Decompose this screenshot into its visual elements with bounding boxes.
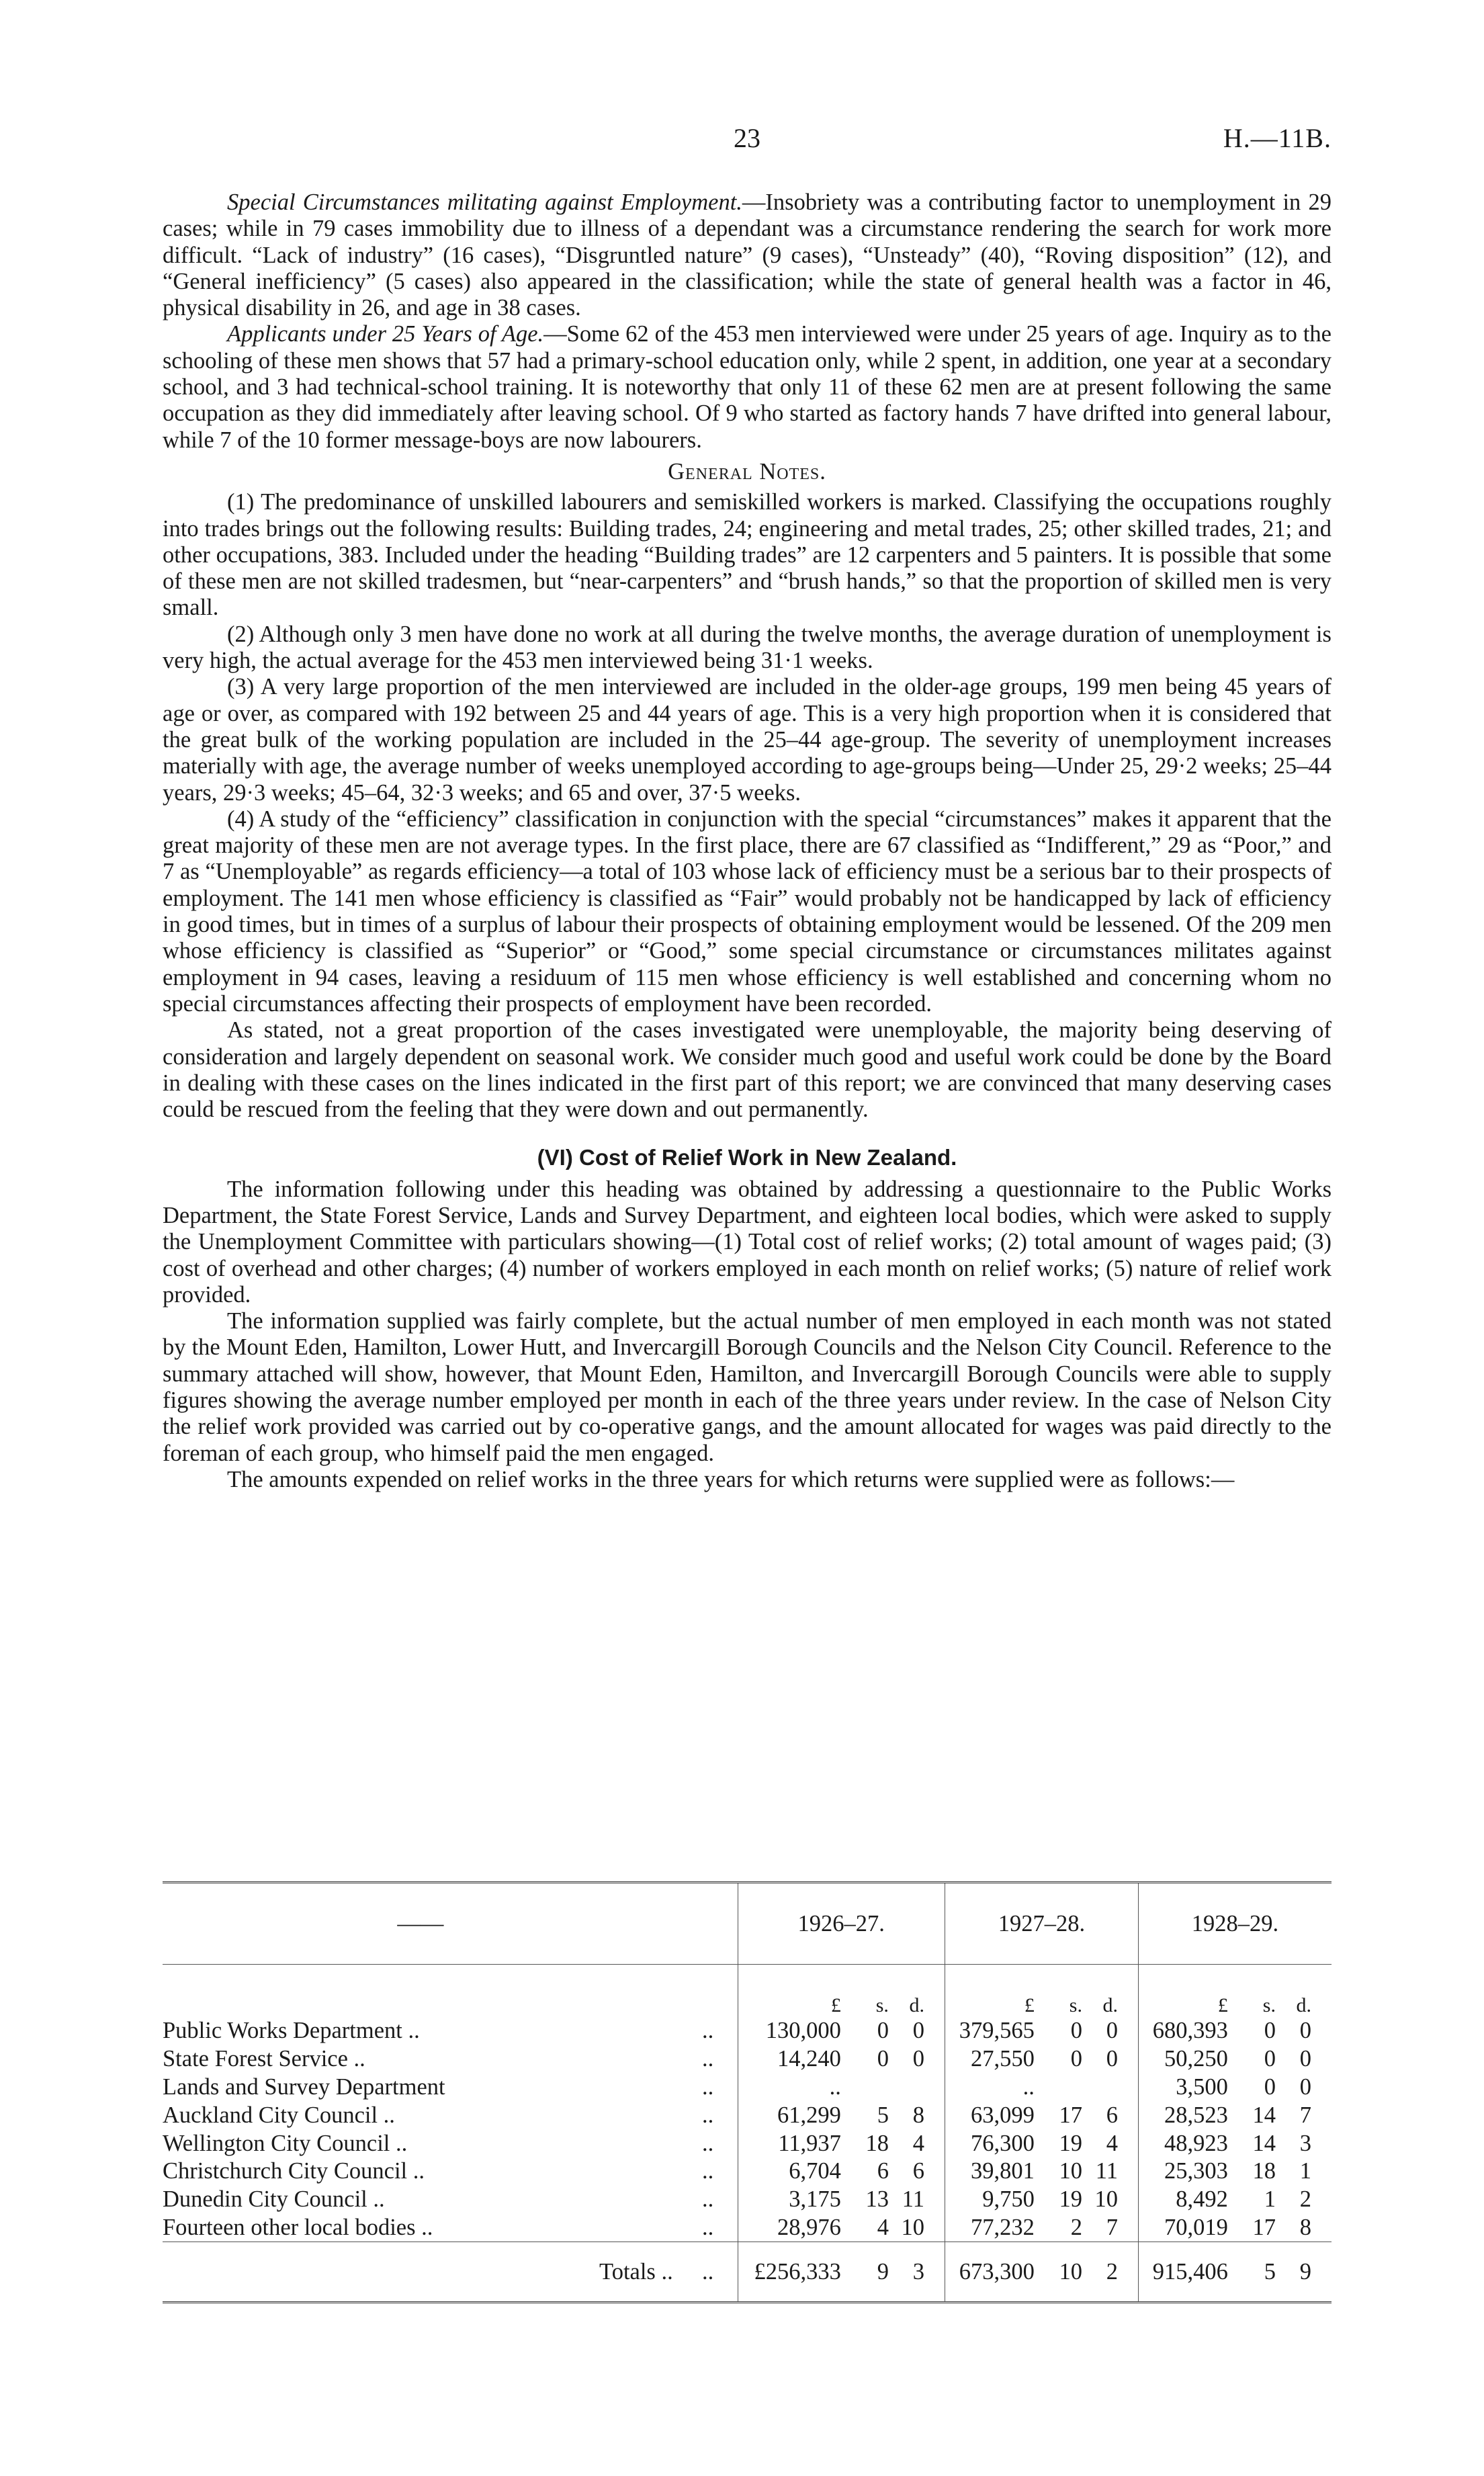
- pounds-cell: 61,299: [738, 2101, 841, 2129]
- table-row: State Forest Service .. .. 14,240 0 0 27,550 0 0 50,250 0 0: [163, 2045, 1332, 2074]
- pence-cell: 0: [1299, 2074, 1311, 2100]
- document-reference: H.—11B.: [1223, 123, 1332, 153]
- pence-cell: 8: [912, 2102, 924, 2128]
- shillings-cell: 14: [1252, 2130, 1276, 2156]
- totals-label: Totals ..: [163, 2242, 679, 2303]
- pounds-cell: 63,099: [945, 2101, 1034, 2129]
- note-4: (4) A study of the “efficiency” classification in conjunction with the special “circumstances” makes it apparent that the great majority of these men are not average types. In the first place, there are 67 classified as “Indifferent,” 29 as “Poor,” and 7 as “Unemployable” as regards efficiency—a total of 103 whose lack of efficiency must be a serious bar to their prospects of employment. The 141 men whose efficiency is classified as “Fair” would probably not be handicapped by lack of efficiency in good times, but in times of a surplus of labour their prospects of obtaining employment would be lessened. Of the 209 men whose efficiency is classified as “Superior” or “Good,” some special circumstance or circumstances militates against employment in 94 cases, leaving a residuum of 115 men whose efficiency is well established and concerning whom no special circumstances affecting their prospects of employment have been recorded.: [163, 806, 1332, 1017]
- row-label: Wellington City Council ..: [163, 2130, 408, 2156]
- shillings-cell: 10: [1059, 2158, 1082, 2184]
- paragraph-information: The information following under this heading was obtained by addressing a questionnaire to the Public Works Department, the State Forest Service, Lands and Survey Department, and eighteen local bodies, which were asked to supply the Unemployment Committee with particulars showing—(1) Total cost of relief works; (2) total amount of wages paid; (3) cost of overhead and other charges; (4) number of workers employed in each month on relief works; (5) nature of relief work provided.: [163, 1176, 1332, 1308]
- pounds-cell: 6,704: [738, 2158, 841, 2186]
- pence-cell: 1: [1299, 2158, 1311, 2184]
- pence-cell: 3: [1299, 2130, 1311, 2156]
- pence-cell: 4: [912, 2130, 924, 2156]
- pence-cell: 0: [1299, 2018, 1311, 2044]
- shillings-cell: 0: [877, 2046, 889, 2072]
- paragraph-information-supplied: The information supplied was fairly complete, but the actual number of men employed in each month was not stated by the Mount Eden, Hamilton, Lower Hutt, and Invercargill Borough Councils and the Nelson City Council. Reference to the summary attached will show, however, that Mount Eden, Hamilton, and Invercargill Borough Councils were able to supply figures showing the average number employed per month in each of the three years under review. In the case of Nelson City the relief work provided was carried out by co-operative gangs, and the amount allocated for wages was paid directly to the foreman of each group, who himself paid the men engaged.: [163, 1308, 1332, 1466]
- shillings-cell: 19: [1059, 2130, 1082, 2156]
- pounds-cell: 28,976: [738, 2214, 841, 2242]
- shillings-cell: 18: [865, 2130, 889, 2156]
- table-body: [163, 2017, 1332, 2242]
- row-label: State Forest Service ..: [163, 2046, 365, 2072]
- shillings-cell: [841, 2074, 889, 2102]
- shillings-cell: 6: [877, 2158, 889, 2184]
- shillings-cell: [1035, 2074, 1082, 2102]
- table-row: Wellington City Council .. .. 11,937 18 4 76,300 19 4 48,923 14 3: [163, 2129, 1332, 2158]
- paragraph-applicants-under-25: Applicants under 25 Years of Age.—Some 62 of the 453 men interviewed were under 25 years of age. Inquiry as to the schooling of these men shows that 57 had a primary-school education only, while 2 spent, in addition, one year at a secondary school, and 3 had technical-school training. It is noteworthy that only 11 of these 62 men are at present following the same occupation as they did immediately after leaving school. Of 9 who started as factory hands 7 have drifted into general labour, while 7 of the 10 former message-boys are now labourers.: [163, 321, 1332, 453]
- pence-cell: 0: [1106, 2018, 1118, 2044]
- shillings-cell: 0: [1070, 2018, 1082, 2044]
- pounds-cell: 3,500: [1138, 2074, 1227, 2102]
- relief-cost-table: [163, 1881, 1332, 2303]
- pence-cell: [1082, 2074, 1139, 2102]
- row-label: Fourteen other local bodies ..: [163, 2214, 433, 2240]
- shillings-cell: 19: [1059, 2186, 1082, 2213]
- shillings-cell: 4: [877, 2214, 889, 2240]
- shillings-cell: 17: [1059, 2102, 1082, 2128]
- run-in-heading: Applicants under 25 Years of Age.: [227, 321, 544, 347]
- shillings-cell: 0: [1264, 2046, 1276, 2072]
- shillings-cell: 0: [877, 2018, 889, 2044]
- note-1: (1) The predominance of unskilled labourers and semiskilled workers is marked. Classifying the occupations roughly into trades brings out the following results: Building trades, 24; engineering and metal trades, 25; other skilled trades, 21; and other occupations, 383. Included under the heading “Building trades” are 12 carpenters and 5 painters. It is possible that some of these men are not skilled tradesmen, but “near-carpenters” and “brush hands,” so that the proportion of skilled men is very small.: [163, 489, 1332, 621]
- shillings-cell: 5: [877, 2102, 889, 2128]
- pence-cell: 10: [901, 2214, 924, 2240]
- shillings-cell: 1: [1264, 2186, 1276, 2213]
- body-text: [163, 189, 1332, 1493]
- note-2: (2) Although only 3 men have done no work at all during the twelve months, the average duration of unemployment is very high, the actual average for the 453 men interviewed being 31·1 weeks.: [163, 621, 1332, 674]
- pence-cell: 7: [1299, 2102, 1311, 2128]
- table-row: Auckland City Council .. .. 61,299 5 8 63,099 17 6 28,523 14 7: [163, 2101, 1332, 2129]
- page-number: 23: [734, 123, 760, 153]
- shillings-cell: 17: [1252, 2214, 1276, 2240]
- shillings-cell: 0: [1264, 2074, 1276, 2100]
- pounds-cell: 39,801: [945, 2158, 1034, 2186]
- row-label: Christchurch City Council ..: [163, 2158, 425, 2184]
- paragraph-special-circumstances: Special Circumstances militating against Employment.—Insobriety was a contributing factor to unemployment in 29 cases; while in 79 cases immobility due to illness of a dependant was a circumstance rendering the search for work more difficult. “Lack of industry” (16 cases), “Disgruntled nature” (9 cases), “Unsteady” (40), “Roving disposition” (12), and “General inefficiency” (5 cases) also appeared in the classification; while the state of general health was a factor in 46, physical disability in 26, and age in 38 cases.: [163, 189, 1332, 321]
- stub-header: ——: [163, 1883, 679, 1965]
- pounds-cell: 379,565: [945, 2017, 1034, 2045]
- pence-cell: 8: [1299, 2214, 1311, 2240]
- pence-cell: 2: [1299, 2186, 1311, 2213]
- table-row: Fourteen other local bodies .. .. 28,976 4 10 77,232 2 7 70,019 17 8: [163, 2214, 1332, 2242]
- pounds-cell: 11,937: [738, 2129, 841, 2158]
- pounds-cell: 70,019: [1138, 2214, 1227, 2242]
- section-title: (VI) Cost of Relief Work in New Zealand.: [537, 1145, 957, 1170]
- shillings-cell: 0: [1264, 2018, 1276, 2044]
- table-header-row: [163, 1883, 1332, 1965]
- pence-cell: 6: [912, 2158, 924, 2184]
- pounds-cell: 14,240: [738, 2045, 841, 2074]
- row-label: Auckland City Council ..: [163, 2102, 395, 2128]
- pence-cell: 10: [1094, 2186, 1118, 2213]
- pence-cell: [889, 2074, 945, 2102]
- pence-cell: 11: [1095, 2158, 1118, 2184]
- general-notes-heading: General Notes.: [668, 458, 826, 484]
- row-label: Lands and Survey Department: [163, 2074, 445, 2100]
- page-header: [163, 122, 1332, 163]
- pounds-cell: 130,000: [738, 2017, 841, 2045]
- shillings-cell: 14: [1252, 2102, 1276, 2128]
- pounds-cell: 50,250: [1138, 2045, 1227, 2074]
- run-in-heading: Special Circumstances militating against Employment.: [227, 189, 742, 215]
- table-row: Public Works Department .. .. 130,000 0 0 379,565 0 0 680,393 0 0: [163, 2017, 1332, 2045]
- row-label: Public Works Department ..: [163, 2018, 420, 2044]
- row-label: Dunedin City Council ..: [163, 2186, 385, 2213]
- pounds-cell: 48,923: [1138, 2129, 1227, 2158]
- pounds-cell: 28,523: [1138, 2101, 1227, 2129]
- pence-cell: 0: [912, 2018, 924, 2044]
- pounds-cell: 27,550: [945, 2045, 1034, 2074]
- pence-cell: 7: [1106, 2214, 1118, 2240]
- pence-cell: 0: [1299, 2046, 1311, 2072]
- pence-cell: 0: [1106, 2046, 1118, 2072]
- pence-cell: 11: [902, 2186, 924, 2213]
- table-row: Christchurch City Council .. .. 6,704 6 6 39,801 10 11 25,303 18 1: [163, 2158, 1332, 2186]
- totals-row: Totals .. .. £256,333 9 3 673,300 10 2 915,406 5 9: [163, 2242, 1332, 2303]
- year-header: 1928–29.: [1138, 1883, 1332, 1965]
- pounds-cell: 3,175: [738, 2186, 841, 2214]
- pounds-cell: 25,303: [1138, 2158, 1227, 2186]
- table-row: Lands and Survey Department .. .. .. 3,500 0 0: [163, 2074, 1332, 2102]
- pounds-cell: 76,300: [945, 2129, 1034, 2158]
- pounds-cell: ..: [738, 2074, 841, 2102]
- shillings-cell: 13: [865, 2186, 889, 2213]
- year-header: 1927–28.: [945, 1883, 1138, 1965]
- currency-units-row: £ s. d. £ s. d. £ s. d.: [163, 1965, 1332, 2018]
- paragraph-amounts: The amounts expended on relief works in the three years for which returns were supplied were as follows:—: [227, 1466, 1235, 1492]
- shillings-cell: 0: [1070, 2046, 1082, 2072]
- year-header: 1926–27.: [738, 1883, 945, 1965]
- pounds-cell: 77,232: [945, 2214, 1034, 2242]
- note-3: (3) A very large proportion of the men interviewed are included in the older-age groups, 199 men being 45 years of age or over, as compared with 192 between 25 and 44 years of age. This is a very high proportion when it is considered that the great bulk of the working population are included in the 25–44 age-group. The severity of unemployment increases materially with age, the average number of weeks unemployed according to age-groups being—Under 25, 29·2 weeks; 25–44 years, 29·3 weeks; 45–64, 32·3 weeks; and 65 and over, 37·5 weeks.: [163, 674, 1332, 806]
- paragraph-as-stated: As stated, not a great proportion of the cases investigated were unemployable, the majority being deserving of consideration and largely dependent on seasonal work. We consider much good and useful work could be done by the Board in dealing with these cases on the lines indicated in the first part of this report; we are convinced that many deserving cases could be rescued from the feeling that they were down and out permanently.: [163, 1017, 1332, 1123]
- pounds-cell: 680,393: [1138, 2017, 1227, 2045]
- shillings-cell: 2: [1070, 2214, 1082, 2240]
- table-row: Dunedin City Council .. .. 3,175 13 11 9,750 19 10 8,492 1 2: [163, 2186, 1332, 2214]
- pounds-cell: ..: [945, 2074, 1034, 2102]
- pounds-cell: 9,750: [945, 2186, 1034, 2214]
- pence-cell: 6: [1106, 2102, 1118, 2128]
- shillings-cell: 18: [1252, 2158, 1276, 2184]
- pence-cell: 0: [912, 2046, 924, 2072]
- pounds-cell: 8,492: [1138, 2186, 1227, 2214]
- pence-cell: 4: [1106, 2130, 1118, 2156]
